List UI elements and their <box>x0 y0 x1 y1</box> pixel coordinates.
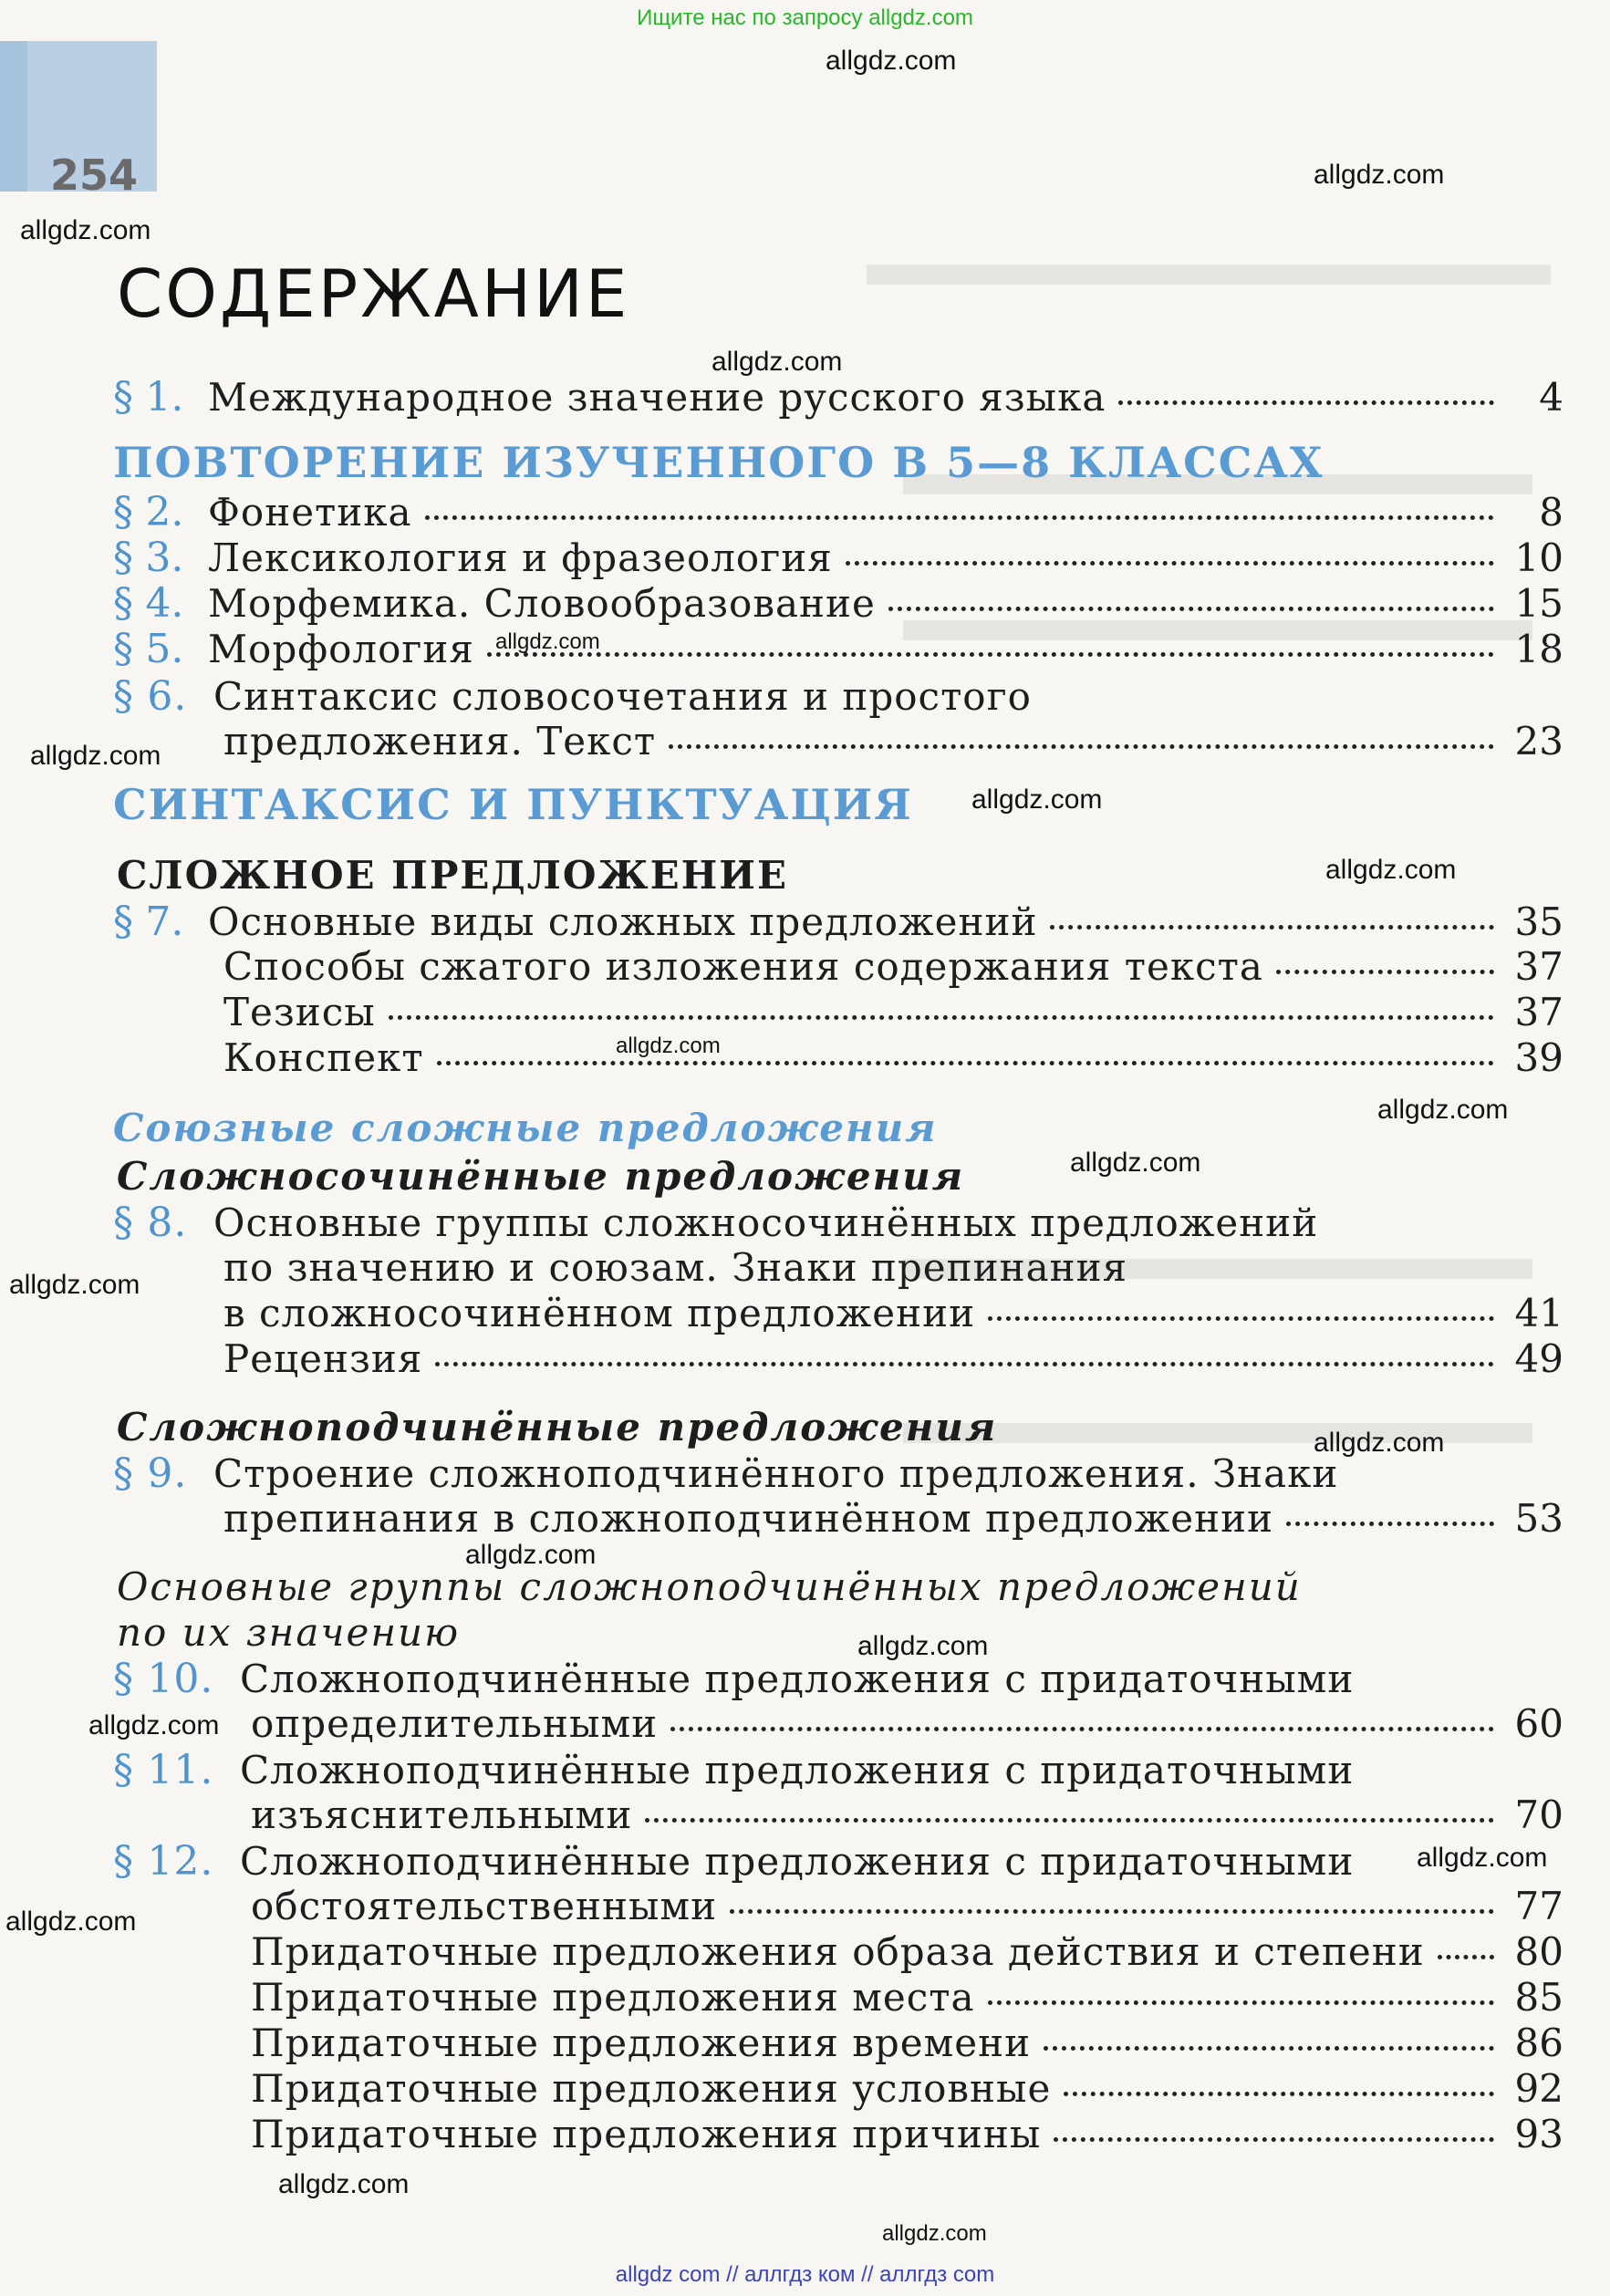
entry-title: в сложносочинённом предложении <box>223 1291 976 1335</box>
section-heading-conjunctive: Союзные сложные предложения <box>113 1106 938 1150</box>
toc-entry-7b[interactable] <box>223 990 1563 1034</box>
entry-number: 6. <box>147 673 188 720</box>
dot-leader <box>730 1909 1494 1914</box>
entry-title: Придаточные предложения образа действия и степени <box>251 1929 1425 1974</box>
toc-entry-7c[interactable] <box>223 1035 1563 1080</box>
page-number: 254 <box>50 151 139 200</box>
toc-entry-12d[interactable] <box>251 2066 1563 2111</box>
entry-title: Фонетика <box>208 490 412 535</box>
toc-entry-2[interactable] <box>113 489 1563 535</box>
entry-title: Придаточные предложения времени <box>251 2021 1032 2065</box>
section-heading-groups-line1: Основные группы сложноподчинённых предложений <box>117 1564 1302 1609</box>
toc-entry-12a[interactable] <box>251 1929 1563 1974</box>
entry-page: 80 <box>1514 1929 1563 1974</box>
watermark-text: allgdz.com <box>882 2221 987 2246</box>
dot-leader <box>669 744 1494 749</box>
dot-leader <box>670 1727 1494 1731</box>
entry-number: 7. <box>145 899 184 945</box>
toc-entry-7[interactable] <box>113 899 1563 945</box>
paragraph-mark: § <box>113 580 133 627</box>
entry-title: Придаточные предложения места <box>251 1975 975 2020</box>
toc-entry-12-line1[interactable] <box>113 1838 1354 1885</box>
entry-page: 35 <box>1514 899 1563 944</box>
paragraph-mark: § <box>113 673 134 720</box>
watermark-text: allgdz.com <box>826 46 957 76</box>
entry-page: 8 <box>1539 490 1563 535</box>
top-watermark[interactable]: Ищите нас по запросу allgdz.com <box>637 5 973 30</box>
entry-title: изъяснительными <box>251 1792 633 1837</box>
paragraph-mark: § <box>113 626 133 672</box>
watermark-text: allgdz.com <box>971 784 1103 815</box>
entry-page: 41 <box>1514 1291 1563 1335</box>
entry-title: Придаточные предложения условные <box>251 2066 1052 2111</box>
dot-leader <box>1044 2046 1494 2051</box>
watermark-text: allgdz.com <box>616 1034 721 1058</box>
entry-number: 4. <box>145 580 184 627</box>
entry-page: 37 <box>1514 944 1563 989</box>
entry-number: 9. <box>147 1450 188 1497</box>
toc-entry-8-line2[interactable]: по значению и союзам. Знаки препинания <box>223 1245 1128 1290</box>
entry-title-line: Основные группы сложносочинённых предложений <box>213 1200 1319 1245</box>
dot-leader <box>487 652 1494 657</box>
bottom-watermark[interactable]: allgdz com // аллгдз ком // аллгдз com <box>615 2262 995 2287</box>
watermark-text: allgdz.com <box>465 1540 597 1570</box>
paragraph-mark: § <box>113 1200 134 1246</box>
entry-number: 2. <box>145 489 184 535</box>
toc-entry-8a[interactable] <box>223 1336 1563 1381</box>
entry-page: 92 <box>1514 2066 1563 2111</box>
toc-entry-1[interactable] <box>113 374 1563 421</box>
entry-page: 86 <box>1514 2021 1563 2065</box>
dot-leader <box>1118 400 1494 405</box>
toc-entry-7a[interactable] <box>223 944 1563 989</box>
dot-leader <box>1064 2092 1494 2096</box>
entry-page: 39 <box>1514 1035 1563 1080</box>
toc-entry-11[interactable] <box>251 1792 1563 1837</box>
dot-leader <box>645 1818 1494 1823</box>
entry-page: 93 <box>1514 2112 1563 2156</box>
watermark-text: allgdz.com <box>1314 1428 1445 1458</box>
entry-title: Основные виды сложных предложений <box>208 899 1038 944</box>
entry-page: 49 <box>1514 1336 1563 1381</box>
entry-title: Морфология <box>208 627 474 671</box>
paragraph-mark: § <box>113 1747 134 1793</box>
toc-entry-12c[interactable] <box>251 2021 1563 2065</box>
section-heading-review: ПОВТОРЕНИЕ ИЗУЧЕННОГО В 5—8 КЛАССАХ <box>113 438 1324 487</box>
watermark-text: allgdz.com <box>9 1270 140 1300</box>
entry-page: 4 <box>1539 375 1563 420</box>
entry-page: 18 <box>1514 627 1563 671</box>
entry-title: Тезисы <box>223 990 376 1034</box>
entry-number: 8. <box>147 1200 188 1246</box>
entry-page: 85 <box>1514 1975 1563 2020</box>
dot-leader <box>1050 925 1494 930</box>
entry-title: предложения. Текст <box>223 719 657 764</box>
dot-leader <box>435 1362 1494 1366</box>
entry-page: 70 <box>1514 1792 1563 1837</box>
dot-leader <box>437 1061 1494 1065</box>
watermark-text: allgdz.com <box>495 629 600 654</box>
entry-number: 12. <box>147 1838 214 1885</box>
dot-leader <box>1438 1955 1494 1959</box>
section-heading-compound: Сложносочинённые предложения <box>117 1154 965 1199</box>
entry-page: 15 <box>1514 581 1563 626</box>
watermark-text: allgdz.com <box>5 1906 137 1937</box>
entry-page: 10 <box>1514 535 1563 580</box>
entry-title-line: Сложноподчинённые предложения с придаточными <box>240 1748 1355 1792</box>
section-heading-complex: СЛОЖНОЕ ПРЕДЛОЖЕНИЕ <box>117 853 788 898</box>
toc-entry-6-line1[interactable] <box>113 673 1032 720</box>
entry-title: Способы сжатого изложения содержания текста <box>223 944 1263 989</box>
toc-entry-8-line1[interactable] <box>113 1200 1318 1246</box>
entry-title: Конспект <box>223 1035 424 1080</box>
watermark-text: allgdz.com <box>712 347 843 377</box>
entry-page: 60 <box>1514 1701 1563 1746</box>
entry-title: препинания в сложноподчинённом предложении <box>223 1496 1274 1541</box>
paragraph-mark: § <box>113 535 133 581</box>
dot-leader <box>1276 970 1494 974</box>
toc-entry-12b[interactable] <box>251 1975 1563 2020</box>
toc-entry-10-line1[interactable] <box>113 1656 1354 1702</box>
entry-title: Придаточные предложения причины <box>251 2112 1042 2156</box>
entry-title: Морфемика. Словообразование <box>208 581 876 626</box>
entry-title: Лексикология и фразеология <box>208 535 833 580</box>
entry-number: 1. <box>145 374 184 421</box>
toc-entry-11-line1[interactable] <box>113 1747 1354 1793</box>
dot-leader <box>389 1015 1494 1020</box>
toc-entry-12[interactable] <box>251 1884 1563 1928</box>
toc-entry-6[interactable] <box>223 719 1563 764</box>
section-heading-subordinate: Сложноподчинённые предложения <box>117 1405 998 1449</box>
watermark-text: allgdz.com <box>30 741 161 771</box>
entry-number: 5. <box>145 626 184 672</box>
entry-title: определительными <box>251 1701 659 1746</box>
entry-page: 77 <box>1514 1884 1563 1928</box>
watermark-text: allgdz.com <box>1070 1148 1201 1178</box>
paragraph-mark: § <box>113 374 133 421</box>
watermark-text: allgdz.com <box>1314 160 1445 190</box>
section-heading-groups-line2: по их значению <box>117 1610 461 1655</box>
dot-leader <box>988 2000 1494 2005</box>
paragraph-mark: § <box>113 1838 134 1885</box>
paragraph-mark: § <box>113 1450 134 1497</box>
watermark-text: allgdz.com <box>1417 1843 1548 1873</box>
entry-title: Международное значение русского языка <box>208 375 1106 420</box>
toc-entry-8[interactable] <box>223 1291 1563 1335</box>
entry-title-line: Сложноподчинённые предложения с придаточными <box>240 1839 1355 1884</box>
toc-entry-10[interactable] <box>251 1701 1563 1746</box>
entry-number: 3. <box>145 535 184 581</box>
paragraph-mark: § <box>113 1656 134 1702</box>
toc-entry-12e[interactable] <box>251 2112 1563 2156</box>
entry-title: Рецензия <box>223 1336 423 1381</box>
watermark-text: allgdz.com <box>278 2169 410 2199</box>
watermark-text: allgdz.com <box>1325 855 1457 885</box>
toc-entry-9[interactable] <box>223 1496 1563 1541</box>
entry-number: 11. <box>147 1747 214 1793</box>
entry-title-line: Синтаксис словосочетания и простого <box>213 674 1032 719</box>
watermark-text: allgdz.com <box>20 215 151 245</box>
entry-page: 37 <box>1514 990 1563 1034</box>
page-corner-stripe <box>0 41 27 192</box>
entry-page: 23 <box>1514 719 1563 764</box>
watermark-text: allgdz.com <box>1377 1095 1509 1125</box>
entry-title-line: Строение сложноподчинённого предложения. Знаки <box>213 1451 1339 1496</box>
dot-leader <box>1054 2137 1494 2142</box>
entry-page: 53 <box>1514 1496 1563 1541</box>
toc-entry-5[interactable] <box>113 626 1563 672</box>
paragraph-mark: § <box>113 489 133 535</box>
entry-title-line: Сложноподчинённые предложения с придаточными <box>240 1657 1355 1701</box>
watermark-text: allgdz.com <box>88 1710 220 1740</box>
entry-number: 10. <box>147 1656 214 1702</box>
dot-leader <box>1286 1522 1494 1526</box>
toc-entry-4[interactable] <box>113 580 1563 627</box>
toc-entry-9-line1[interactable] <box>113 1450 1338 1497</box>
entry-title: обстоятельственными <box>251 1884 718 1928</box>
section-heading-syntax: СИНТАКСИС И ПУНКТУАЦИЯ <box>113 780 913 829</box>
page-title: СОДЕРЖАНИЕ <box>117 255 630 332</box>
toc-entry-3[interactable] <box>113 535 1563 581</box>
dot-leader <box>988 1316 1494 1321</box>
paragraph-mark: § <box>113 899 133 945</box>
watermark-text: allgdz.com <box>857 1631 989 1661</box>
dot-leader <box>888 607 1494 611</box>
dot-leader <box>425 515 1494 520</box>
dot-leader <box>846 561 1494 566</box>
